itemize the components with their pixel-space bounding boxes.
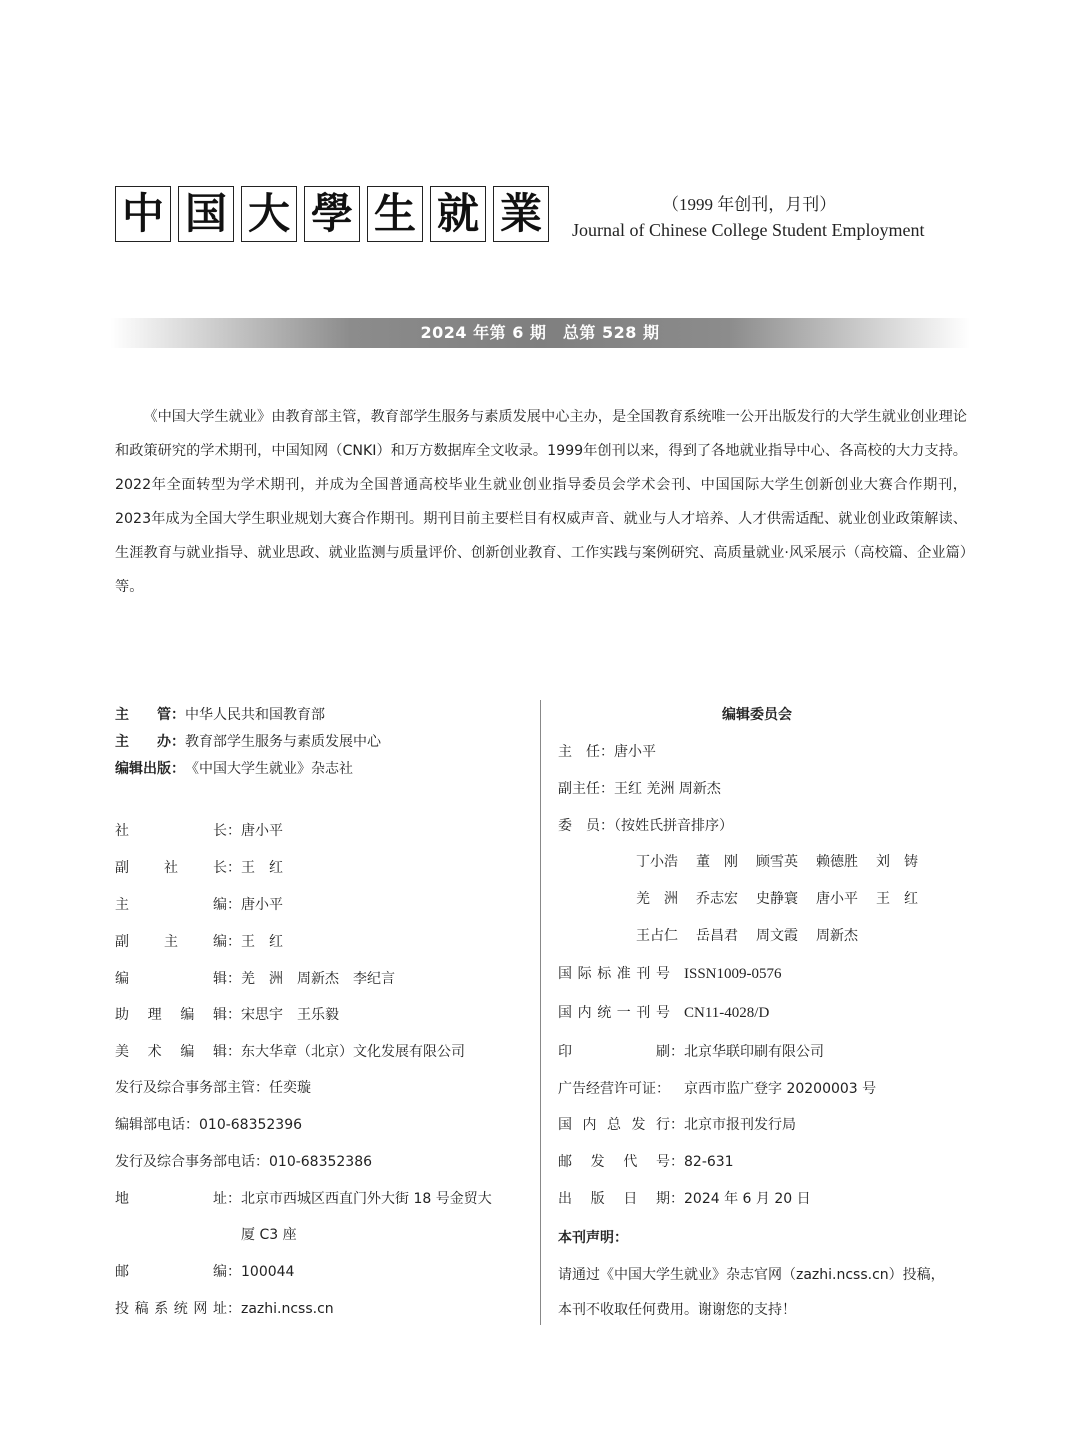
sponsor-row: 主 管： 中华人民共和国教育部 [115,707,325,723]
members-line: 羌 洲 乔志宏 史静寰 唐小平 王 红 [636,891,918,907]
logo-char: 中 [115,186,171,242]
english-title: Journal of Chinese College Student Employment [572,220,925,240]
staff-row: 副 社 长： 王 红 [115,860,283,876]
committee-title: 编辑委员会 [722,707,792,723]
address-row-cont: 厦 C3 座 [241,1227,297,1243]
postal-code-row: 邮 发 代 号： 82-631 [558,1154,734,1170]
staff-row: 社 长： 唐小平 [115,823,283,839]
column-divider [540,700,541,1325]
staff-row: 助 理 编 辑： 宋思宇 王乐毅 [115,1007,339,1023]
statement-line: 本刊不收取任何费用。谢谢您的支持！ [558,1302,796,1318]
vice-director-row: 副主任：王红 羌洲 周新杰 [558,781,721,797]
journal-logo [115,186,556,242]
issn-row: 国 际 标 准 刊 号 ISSN1009-0576 [558,966,782,982]
statement-line: 请通过《中国大学生就业》杂志官网（zazhi.ncss.cn）投稿， [558,1267,945,1283]
staff-row: 副 主 编： 王 红 [115,934,283,950]
distribution-head: 发行及综合事务部主管：任奕璇 [115,1080,311,1096]
publisher-row: 编辑出版： 《中国大学生就业》杂志社 [115,761,353,777]
staff-row: 美 术 编 辑： 东大华章（北京）文化发展有限公司 [115,1044,465,1060]
issue-banner: 2024 年第 6 期 总第 528 期 [110,318,970,348]
logo-char: 国 [178,186,234,242]
pub-date-row: 出 版 日 期： 2024 年 6 月 20 日 [558,1191,811,1207]
cn-row: 国 内 统 一 刊 号 CN11-4028/D [558,1005,770,1021]
members-label: 委 员：（按姓氏拼音排序） [558,818,733,834]
distribution-phone: 发行及综合事务部电话：010-68352386 [115,1154,373,1170]
members-line: 王占仁 岳昌君 周文霞 周新杰 [636,928,858,944]
logo-char: 業 [493,186,549,242]
founded-note: （1999 年创刊，月刊） [662,195,837,214]
logo-char: 大 [241,186,297,242]
logo-char: 學 [304,186,360,242]
staff-row: 编 辑： 羌 洲 周新杰 李纪言 [115,971,395,987]
statement-title: 本刊声明： [558,1230,628,1246]
logo-char: 就 [430,186,486,242]
address-row: 地 址： 北京市西城区西直门外大街 18 号金贸大 [115,1191,492,1207]
logo-char: 生 [367,186,423,242]
printer-row: 印 刷： 北京华联印刷有限公司 [558,1044,824,1060]
members-line: 丁小浩 董 刚 顾雪英 赖德胜 刘 铸 [636,854,918,870]
ad-license-row: 广告经营许可证： 京西市监广登字 20200003 号 [558,1081,877,1097]
intro-paragraph: 《中国大学生就业》由教育部主管，教育部学生服务与素质发展中心主办，是全国教育系统唯一公开出版发行的大学生就业创业理论和政策研究的学术期刊，中国知网（CNKI）和万方数据库全文收录。1999年创刊以来，得到了各地就业指导中心、各高校的大力支持。2022年全面转型为学术期刊，并成为全国普通高校毕业生就业创业指导委员会学术会刊、中国国际大学生创新创业大赛合作期刊，2023年成为全国大学生职业规划大赛合作期刊。期刊目前主要栏目有权威声音、就业与人才培养、人才供需适配、就业创业政策解读、生涯教育与就业指导、就业思政、就业监测与质量评价、创新创业教育、工作实践与案例研究、高质量就业·风采展示（高校篇、企业篇）等。 [115,409,967,595]
staff-row: 主 编： 唐小平 [115,897,283,913]
website-row: 投 稿 系 统 网 址： zazhi.ncss.cn [115,1301,334,1317]
postcode-row: 邮 编： 100044 [115,1264,295,1280]
editorial-phone: 编辑部电话：010-68352396 [115,1117,303,1133]
distributor-row: 国 内 总 发 行： 北京市报刊发行局 [558,1117,796,1133]
director-row: 主 任：唐小平 [558,744,656,760]
organizer-row: 主 办： 教育部学生服务与素质发展中心 [115,734,381,750]
